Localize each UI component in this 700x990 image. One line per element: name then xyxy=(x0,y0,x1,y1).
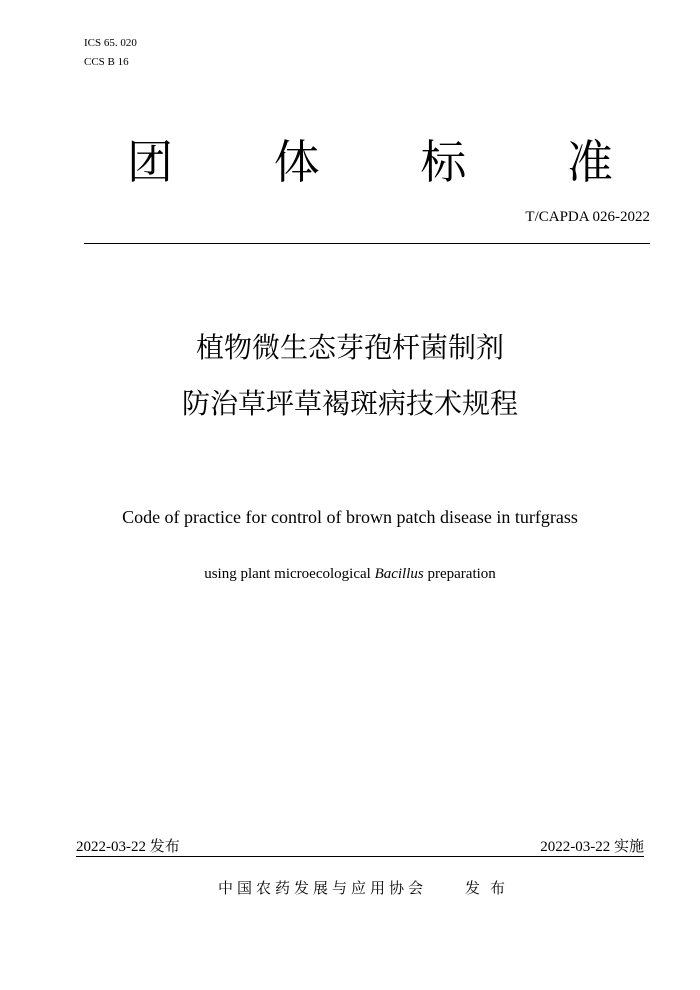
publisher-name: 中国农药发展与应用协会 xyxy=(218,879,428,897)
english-title-line-1: Code of practice for control of brown patch disease in turfgrass xyxy=(122,507,578,527)
standard-type-char: 标 xyxy=(420,135,467,189)
english-title-line-2 xyxy=(0,566,700,583)
english-title-suffix: preparation xyxy=(423,566,496,582)
standard-type-char: 团 xyxy=(127,135,173,189)
ics-code: ICS 65. 020 xyxy=(84,37,137,49)
chinese-title-line-2: 防治草坪草褐斑病技术规程 xyxy=(181,387,518,420)
english-title-italic-genus: Bacillus xyxy=(374,566,424,582)
top-divider xyxy=(84,243,650,244)
classification-codes xyxy=(84,34,137,72)
bottom-divider xyxy=(76,856,644,857)
implementation-date: 2022-03-22 实施 xyxy=(540,839,644,855)
document-number: T/CAPDA 026-2022 xyxy=(525,209,650,225)
standard-type-heading xyxy=(120,132,620,192)
ccs-code: CCS B 16 xyxy=(84,56,129,68)
publish-label: 发布 xyxy=(465,879,516,897)
standard-type-char: 体 xyxy=(273,135,320,189)
english-title-prefix: using plant microecological xyxy=(204,566,375,582)
standard-type-char: 准 xyxy=(566,135,613,189)
chinese-title-line-1: 植物微生态芽孢杆菌制剂 xyxy=(195,331,504,364)
release-date: 2022-03-22 发布 xyxy=(76,839,180,855)
